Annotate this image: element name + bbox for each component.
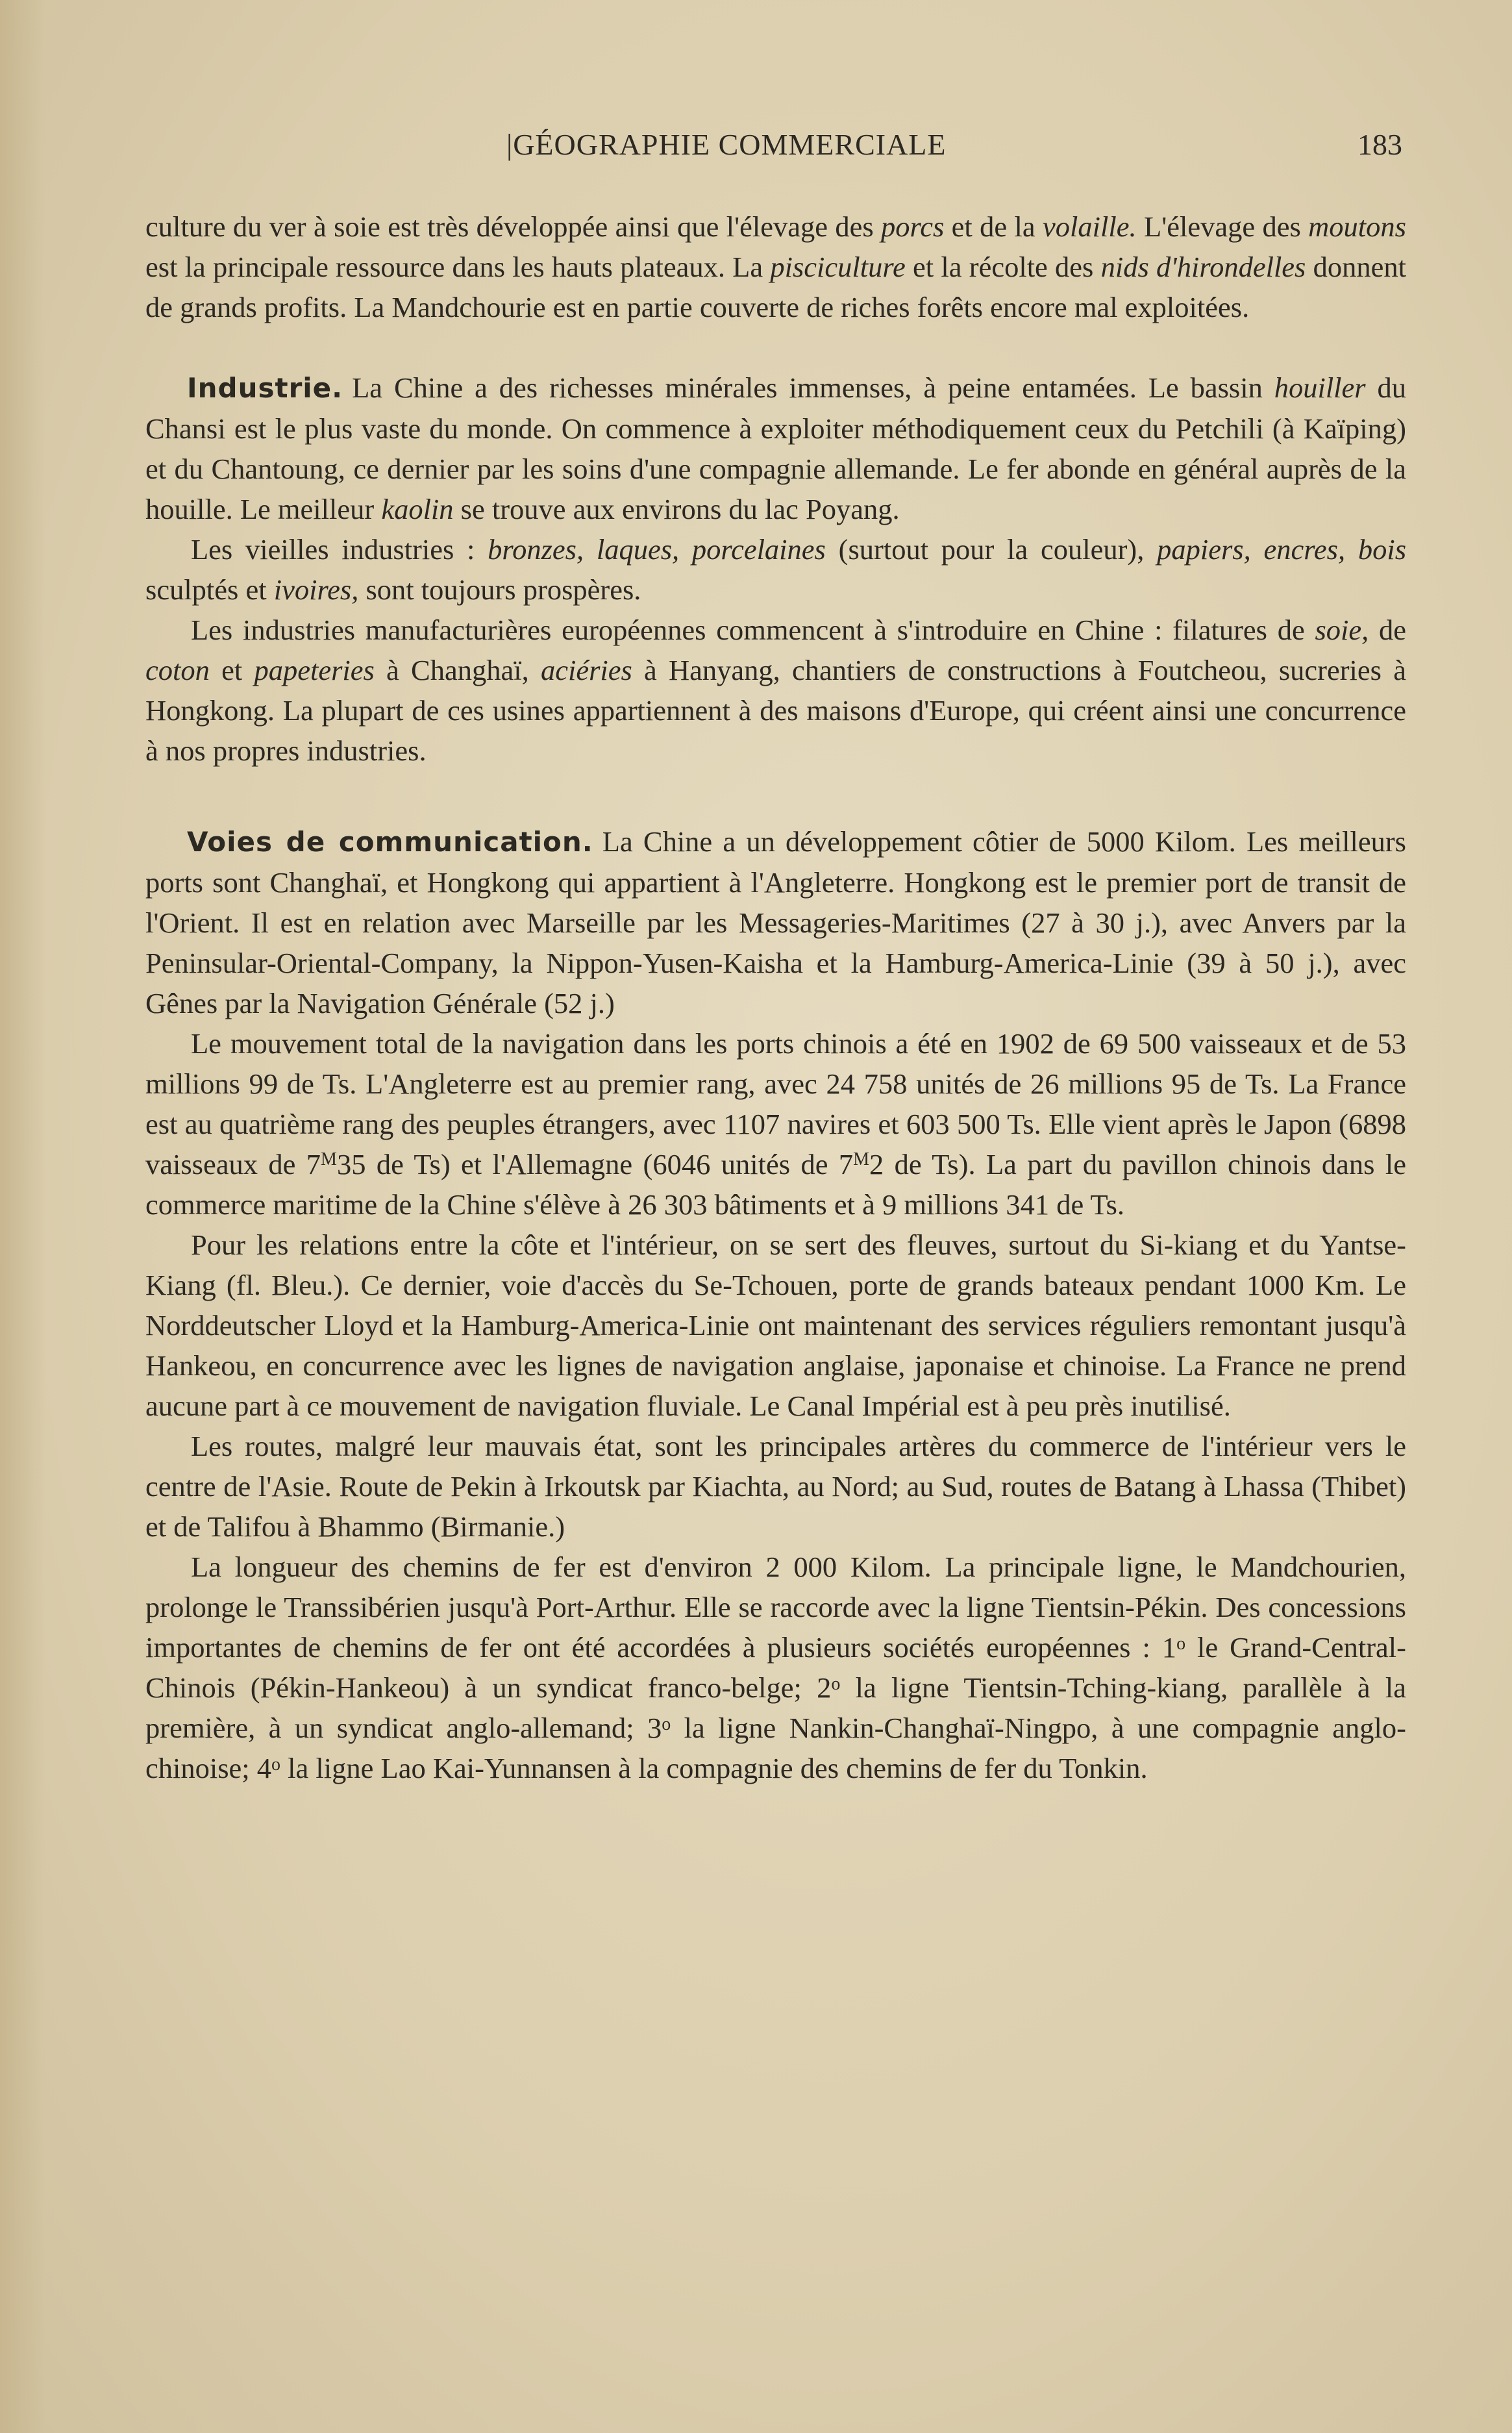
voies-paragraph-3: Pour les relations entre la côte et l'intérieur, on se sert des fleuves, surtout du Si-kiang et du Yantse-Kiang (fl. Bleu.). Ce dernier, voie d'accès du Se-Tchouen, porte de grands bateaux pendant 1000 Km. Le Norddeutscher Lloyd et la Hamburg-America-Linie ont maintenant des services réguliers remontant jusqu'à Hankeou, en concurrence avec les lignes de navigation anglaise, japonaise et chinoise. La France ne prend aucune part à ce mouvement de navigation fluviale. Le Canal Impérial est à peu près inutilisé. — [145, 1229, 1406, 1422]
emphasis-ivoires: ivoires, — [273, 573, 359, 606]
voies-paragraph-4: Les routes, malgré leur mauvais état, sont les principales artères du commerce de l'intérieur vers le centre de l'Asie. Route de Pekin à Irkoutsk par Kiachta, au Nord; au Sud, routes de Batang à Lhassa (Thibet) et de Talifou à Bhammo (Birmanie.) — [145, 1430, 1406, 1543]
industrie-paragraph-1: Industrie. La Chine a des richesses minérales immenses, à peine entamées. Le bassin houiller du Chansi est le plus vaste du monde. On commence à exploiter méthodiquement ceux du Petchili (à Kaïping) et du Chantoung, ce dernier par les soins d'une compagnie allemande. Le fer abonde en général auprès de la houille. Le meilleur kaolin se trouve aux environs du lac Poyang. — [145, 371, 1407, 525]
superscript-o-2: o — [831, 1674, 841, 1694]
emphasis-porcs: porcs — [881, 210, 945, 243]
emphasis-soie: soie, — [1315, 614, 1369, 646]
superscript-o-3: o — [662, 1714, 671, 1734]
emphasis-pisciculture: pisciculture — [770, 251, 906, 283]
voies-paragraph-5: La longueur des chemins de fer est d'environ 2 000 Kilom. La principale ligne, le Mandchourien, prolonge le Transsibérien jusqu'à Port-Arthur. Elle se raccorde avec la ligne Tientsin-Pékin. Des concessions importantes de chemins de fer ont été accordées à plusieurs sociétés européennes : 1$^o$ le Grand-Central-Chinois (Pékin-Hankeou) à un syndicat franco-belge; 2$^o$ la ligne Tientsin-Tching-kiang, parallèle à la première, à un syndicat anglo-allemand; 3$^o$ la ligne Nankin-Changhaï-Ningpo, à une compagnie anglo-chinoise; 4$^o$ la ligne Lao Kai-Yunnansen à la compagnie des chemins de fer du Tonkin. — [145, 1551, 1406, 1784]
emphasis-moutons: moutons — [1308, 210, 1406, 243]
superscript-o-4: o — [271, 1754, 281, 1775]
superscript-m-1: M — [321, 1149, 337, 1169]
superscript-m-2: M — [853, 1149, 869, 1169]
emphasis-kaolin: kaolin — [381, 493, 454, 525]
section-heading-voies: Voies de communication. — [187, 826, 593, 858]
emphasis-volaille: volaille. — [1043, 210, 1137, 243]
emphasis-nids: nids d'hirondelles — [1100, 251, 1306, 283]
voies-paragraph-1: Voies de communication. La Chine a un développement côtier de 5000 Kilom. Les meilleurs ports sont Changhaï, et Hongkong qui appartient à l'Angleterre. Hongkong est le premier port de transit de l'Orient. Il est en relation avec Marseille par les Messageries-Maritimes (27 à 30 j.), avec Anvers par la Peninsular-Oriental-Company, la Nippon-Yusen-Kaisha et la Hamburg-America-Linie (39 à 50 j.), avec Gênes par la Navigation Générale (52 j.) — [145, 825, 1406, 1019]
industrie-paragraph-2: Les vieilles industries : bronzes, laques, porcelaines (surtout pour la couleur), papiers, encres, bois sculptés et ivoires, sont toujours prospères. — [145, 533, 1407, 606]
section-heading-industrie: Industrie. — [187, 372, 343, 404]
voies-paragraph-2: Le mouvement total de la navigation dans les ports chinois a été en 1902 de 69 500 vaisseaux et de 53 millions 99 de Ts. L'Angleterre est au premier rang, avec 24 758 unités de 26 millions 95 de Ts. La France est au quatrième rang des peuples étrangers, avec 1107 navires et 603 500 Ts. Elle vient après le Japon (6898 vaisseaux de $7^M35$ de Ts) et l'Allemagne (6046 unités de $7^M2$ de Ts). La part du pavillon chinois dans le commerce maritime de la Chine s'élève à 26 303 bâtiments et à 9 millions 341 de Ts. — [145, 1027, 1406, 1221]
emphasis-acieries: aciéries — [540, 654, 632, 686]
running-title: |GÉOGRAPHIE COMMERCIALE — [506, 128, 947, 161]
intro-paragraph: culture du ver à soie est très développée ainsi que l'élevage des porcs et de la volaille. L'élevage des moutons est la principale ressource dans les hauts plateaux. La pisciculture et la récolte des nids d'hirondelles donnent de grands profits. La Mandchourie est en partie couverte de riches forêts encore mal exploitées. — [145, 210, 1406, 323]
emphasis-coton: coton — [145, 654, 210, 686]
page-number: 183 — [1357, 128, 1402, 161]
emphasis-houiller: houiller — [1274, 371, 1366, 404]
superscript-o-1: o — [1176, 1634, 1186, 1654]
emphasis-items: bronzes, laques, porcelaines — [488, 533, 826, 566]
emphasis-items-2: papiers, encres, bois — [1157, 533, 1407, 566]
body-text — [145, 206, 1406, 1788]
running-head — [506, 127, 1415, 173]
emphasis-papeteries: papeteries — [254, 654, 375, 686]
industrie-paragraph-3: Les industries manufacturières européennes commencent à s'introduire en Chine : filatures de soie, de coton et papeteries à Changhaï, aciéries à Hanyang, chantiers de constructions à Foutcheou, sucreries à Hongkong. La plupart de ces usines appartiennent à des maisons d'Europe, qui créent ainsi une concurrence à nos propres industries. — [145, 614, 1406, 767]
